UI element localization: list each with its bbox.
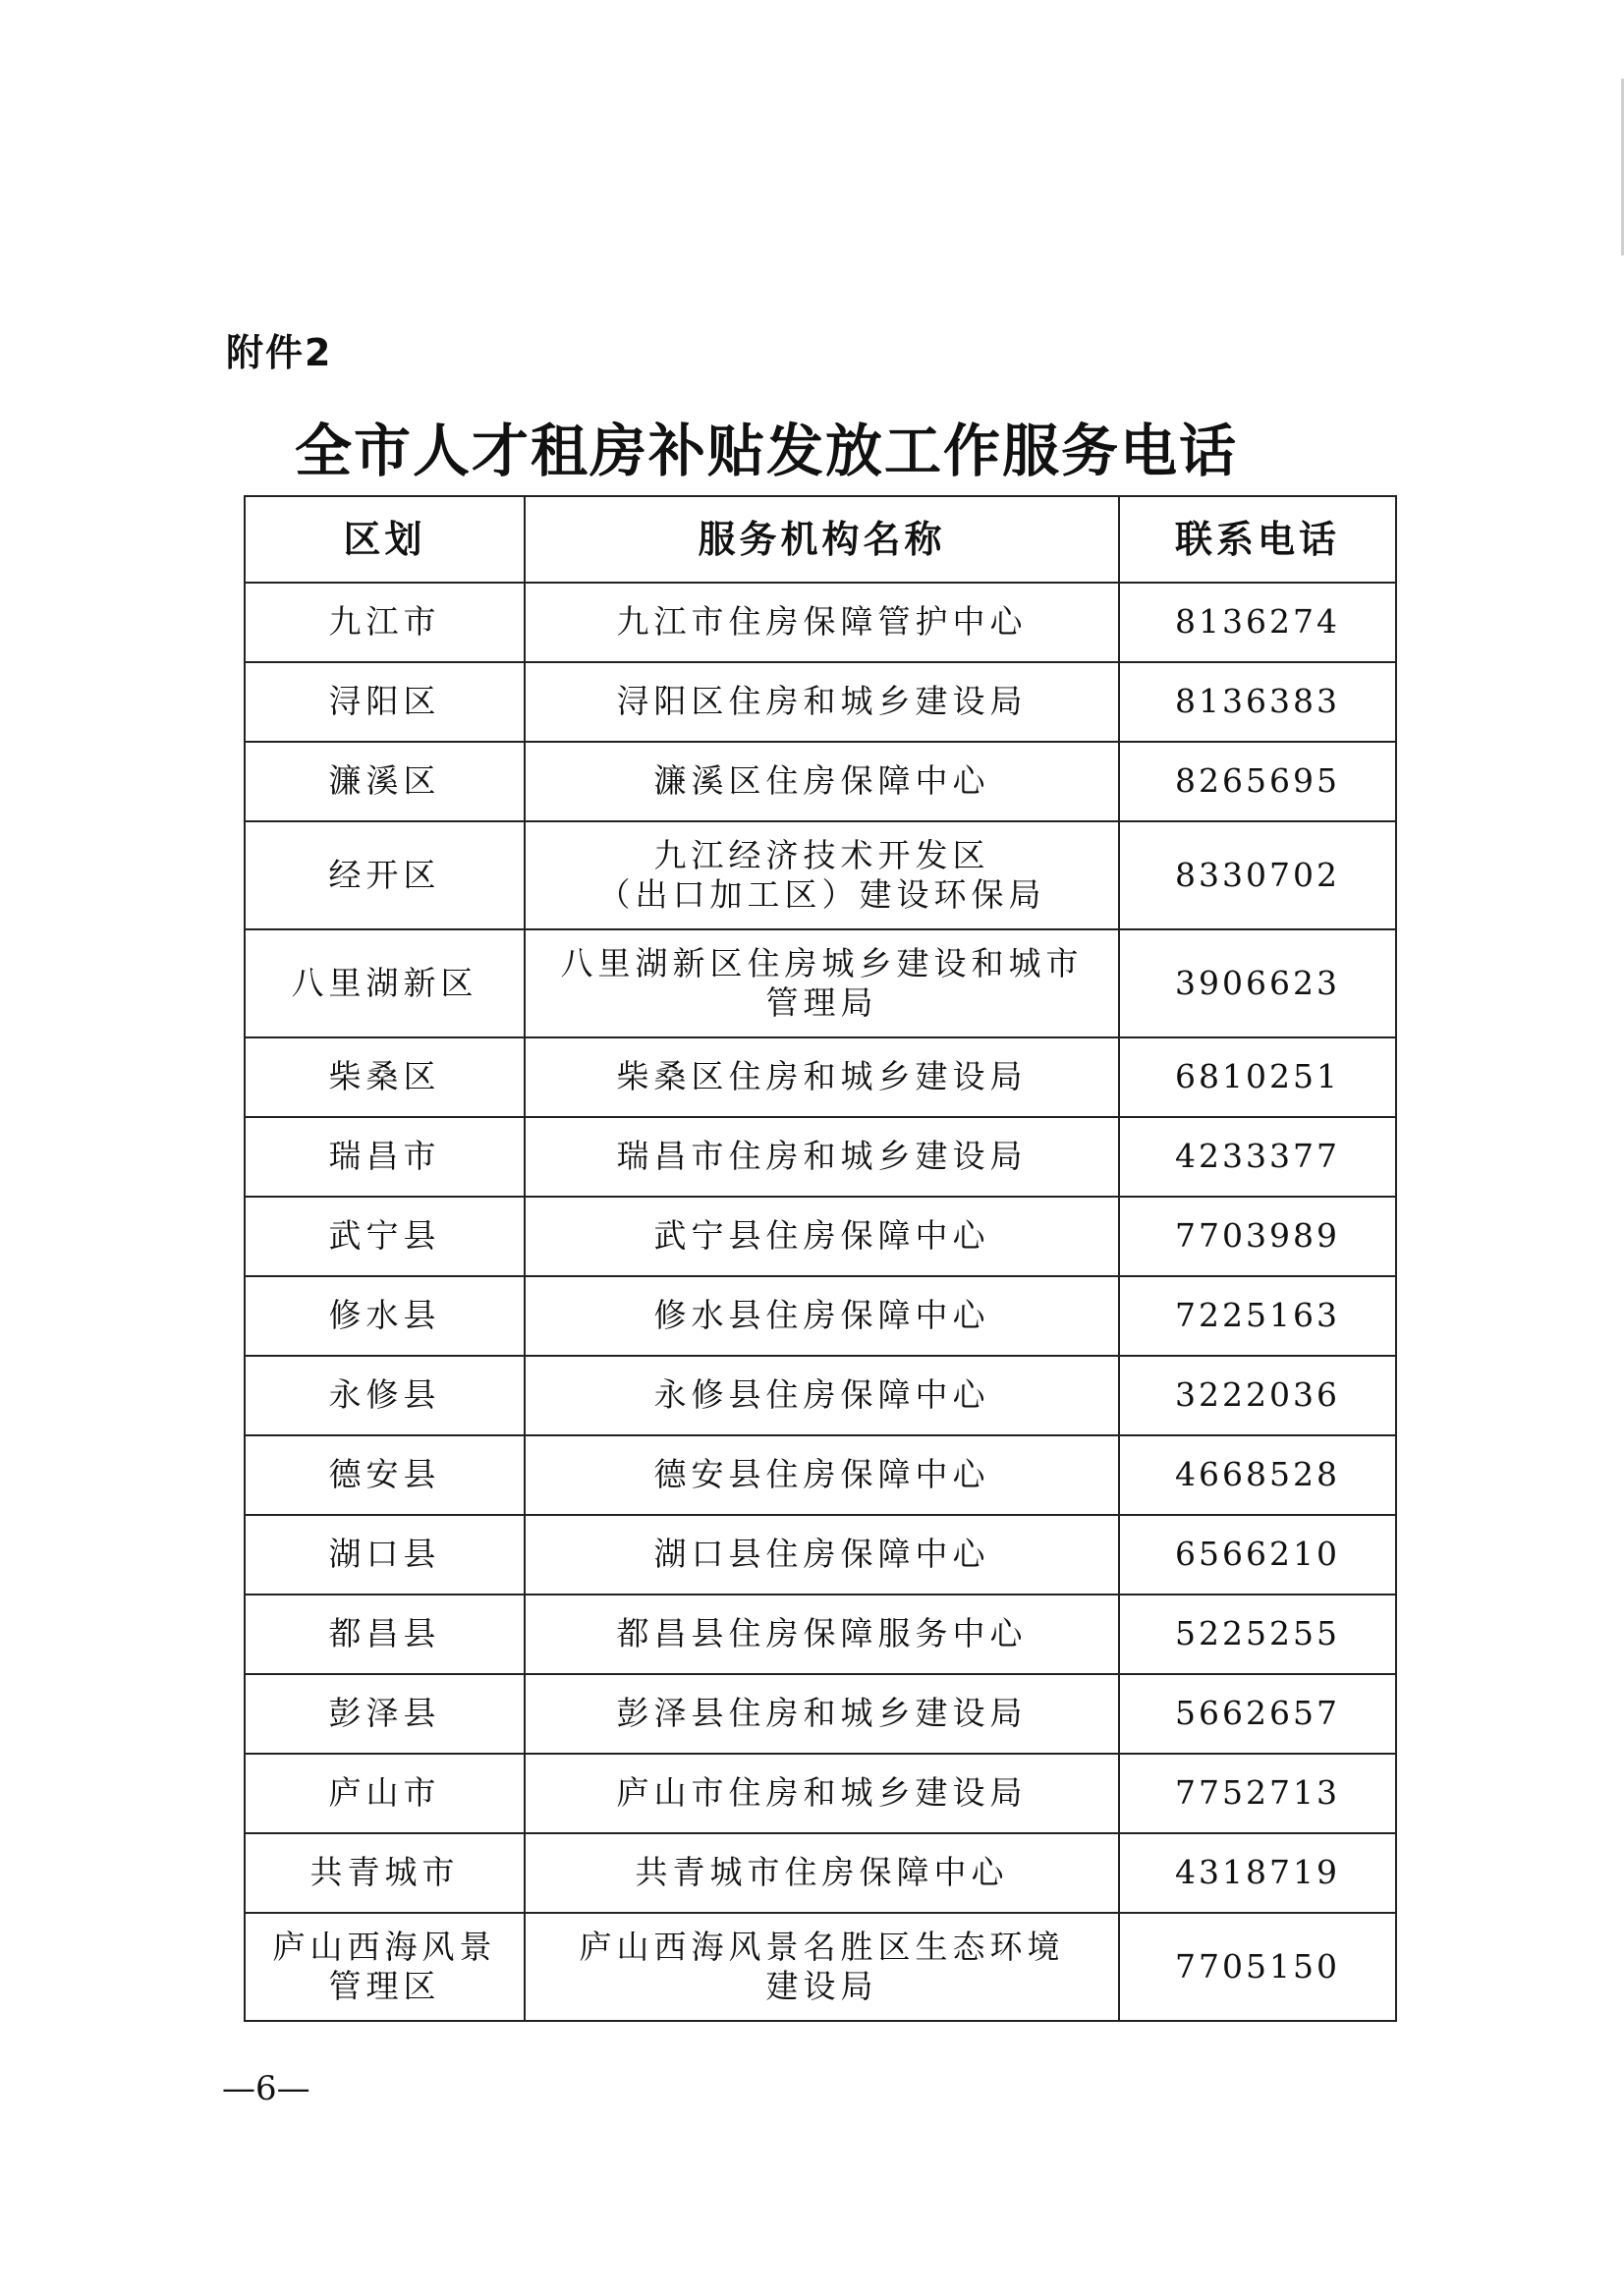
table-row	[245, 1276, 1396, 1356]
phone-cell: 3222036	[1119, 1356, 1396, 1435]
table-row	[245, 1197, 1396, 1276]
district-cell	[245, 1197, 525, 1276]
agency-cell	[525, 1037, 1119, 1117]
phone-cell: 8265695	[1119, 742, 1396, 821]
agency-cell	[525, 1117, 1119, 1197]
attachment-label: 附件2	[226, 331, 333, 374]
district-cell-line: 瑞昌市	[328, 1137, 441, 1176]
table-row	[245, 1435, 1396, 1515]
phone-cell: 8330702	[1119, 821, 1396, 929]
district-cell-line: 武宁县	[328, 1216, 441, 1256]
phone-cell: 7752713	[1119, 1754, 1396, 1833]
district-cell-line: 湖口县	[328, 1535, 441, 1574]
district-cell-line: 都昌县	[328, 1614, 441, 1653]
agency-cell-line: 德安县住房保障中心	[653, 1455, 990, 1494]
district-cell	[245, 1913, 525, 2021]
district-cell	[245, 929, 525, 1037]
phone-cell: 6810251	[1119, 1037, 1396, 1117]
agency-cell-line: 修水县住房保障中心	[653, 1296, 990, 1335]
agency-cell	[525, 1674, 1119, 1754]
table-row	[245, 742, 1396, 821]
phone-cell: 8136383	[1119, 662, 1396, 742]
table-header-row	[245, 496, 1396, 583]
phone-cell: 5225255	[1119, 1595, 1396, 1674]
agency-cell-line: 彭泽县住房和城乡建设局	[616, 1694, 1028, 1733]
district-cell	[245, 583, 525, 662]
agency-cell	[525, 1595, 1119, 1674]
agency-cell	[525, 929, 1119, 1037]
agency-cell-line: 共青城市住房保障中心	[635, 1853, 1009, 1892]
page-number: —6—	[222, 2069, 310, 2108]
page-title: 全市人才租房补贴发放工作服务电话	[294, 418, 1238, 484]
district-cell-line: 共青城市	[309, 1853, 460, 1892]
district-cell	[245, 1117, 525, 1197]
agency-cell	[525, 821, 1119, 929]
district-cell-line: 八里湖新区	[291, 963, 478, 1002]
agency-cell-line: 永修县住房保障中心	[653, 1375, 990, 1415]
agency-cell-line: 都昌县住房保障服务中心	[616, 1614, 1028, 1653]
table-row	[245, 1674, 1396, 1754]
phone-cell: 4233377	[1119, 1117, 1396, 1197]
district-cell	[245, 662, 525, 742]
table-row	[245, 1117, 1396, 1197]
agency-cell	[525, 1356, 1119, 1435]
district-cell-line: 濂溪区	[328, 761, 441, 801]
table-row	[245, 1913, 1396, 2021]
agency-cell	[525, 1435, 1119, 1515]
agency-cell-line: 建设局	[765, 1967, 878, 2005]
table-row	[245, 929, 1396, 1037]
agency-cell-line: 庐山市住房和城乡建设局	[616, 1773, 1028, 1813]
district-cell-line: 经开区	[328, 855, 441, 894]
service-phone-table	[244, 495, 1397, 2022]
agency-cell-line: 九江市住房保障管护中心	[616, 602, 1028, 642]
district-cell-line: 彭泽县	[328, 1694, 441, 1733]
agency-cell-line: 武宁县住房保障中心	[653, 1216, 990, 1256]
phone-cell: 3906623	[1119, 929, 1396, 1037]
district-cell	[245, 821, 525, 929]
district-cell	[245, 1356, 525, 1435]
table-row	[245, 1037, 1396, 1117]
agency-cell	[525, 1276, 1119, 1356]
agency-cell-line: 柴桑区住房和城乡建设局	[616, 1057, 1028, 1096]
district-cell	[245, 1515, 525, 1595]
district-cell-line: 九江市	[328, 602, 441, 642]
table-row	[245, 821, 1396, 929]
district-cell-line: 德安县	[328, 1455, 441, 1494]
district-cell	[245, 1037, 525, 1117]
table-row	[245, 1754, 1396, 1833]
agency-cell-line: 湖口县住房保障中心	[653, 1535, 990, 1574]
district-cell-line: 浔阳区	[328, 682, 441, 721]
agency-cell-line: 濂溪区住房保障中心	[653, 761, 990, 801]
table-row	[245, 583, 1396, 662]
agency-cell-line: 庐山西海风景名胜区生态环境	[579, 1927, 1065, 1966]
district-cell	[245, 1833, 525, 1913]
district-cell	[245, 742, 525, 821]
table-row	[245, 1515, 1396, 1595]
phone-cell: 8136274	[1119, 583, 1396, 662]
agency-cell	[525, 583, 1119, 662]
district-cell	[245, 1435, 525, 1515]
table-row	[245, 1833, 1396, 1913]
header-phone: 联系电话	[1119, 496, 1396, 583]
agency-cell	[525, 742, 1119, 821]
phone-cell: 4318719	[1119, 1833, 1396, 1913]
district-cell-line: 修水县	[328, 1296, 441, 1335]
district-cell-line: 管理区	[328, 1967, 441, 2005]
header-agency: 服务机构名称	[525, 496, 1119, 583]
agency-cell-line: 瑞昌市住房和城乡建设局	[616, 1137, 1028, 1176]
agency-cell-line: （出口加工区）建设环保局	[597, 875, 1046, 914]
agency-cell-line: 九江经济技术开发区	[653, 835, 990, 874]
agency-cell	[525, 1754, 1119, 1833]
district-cell	[245, 1595, 525, 1674]
district-cell-line: 永修县	[328, 1375, 441, 1415]
district-cell-line: 庐山市	[328, 1773, 441, 1813]
phone-cell: 4668528	[1119, 1435, 1396, 1515]
table-row	[245, 1356, 1396, 1435]
district-cell	[245, 1276, 525, 1356]
agency-cell-line: 八里湖新区住房城乡建设和城市	[560, 943, 1084, 982]
agency-cell	[525, 1833, 1119, 1913]
agency-cell-line: 浔阳区住房和城乡建设局	[616, 682, 1028, 721]
agency-cell	[525, 1197, 1119, 1276]
phone-cell: 7705150	[1119, 1913, 1396, 2021]
phone-cell: 7225163	[1119, 1276, 1396, 1356]
district-cell-line: 柴桑区	[328, 1057, 441, 1096]
phone-cell: 7703989	[1119, 1197, 1396, 1276]
district-cell-line: 庐山西海风景	[272, 1927, 497, 1966]
agency-cell	[525, 662, 1119, 742]
district-cell	[245, 1754, 525, 1833]
phone-cell: 5662657	[1119, 1674, 1396, 1754]
table-body	[245, 583, 1396, 2021]
phone-cell: 6566210	[1119, 1515, 1396, 1595]
table-row	[245, 662, 1396, 742]
agency-cell	[525, 1515, 1119, 1595]
table-row	[245, 1595, 1396, 1674]
agency-cell	[525, 1913, 1119, 2021]
agency-cell-line: 管理局	[765, 983, 878, 1022]
header-district: 区划	[245, 496, 525, 583]
district-cell	[245, 1674, 525, 1754]
